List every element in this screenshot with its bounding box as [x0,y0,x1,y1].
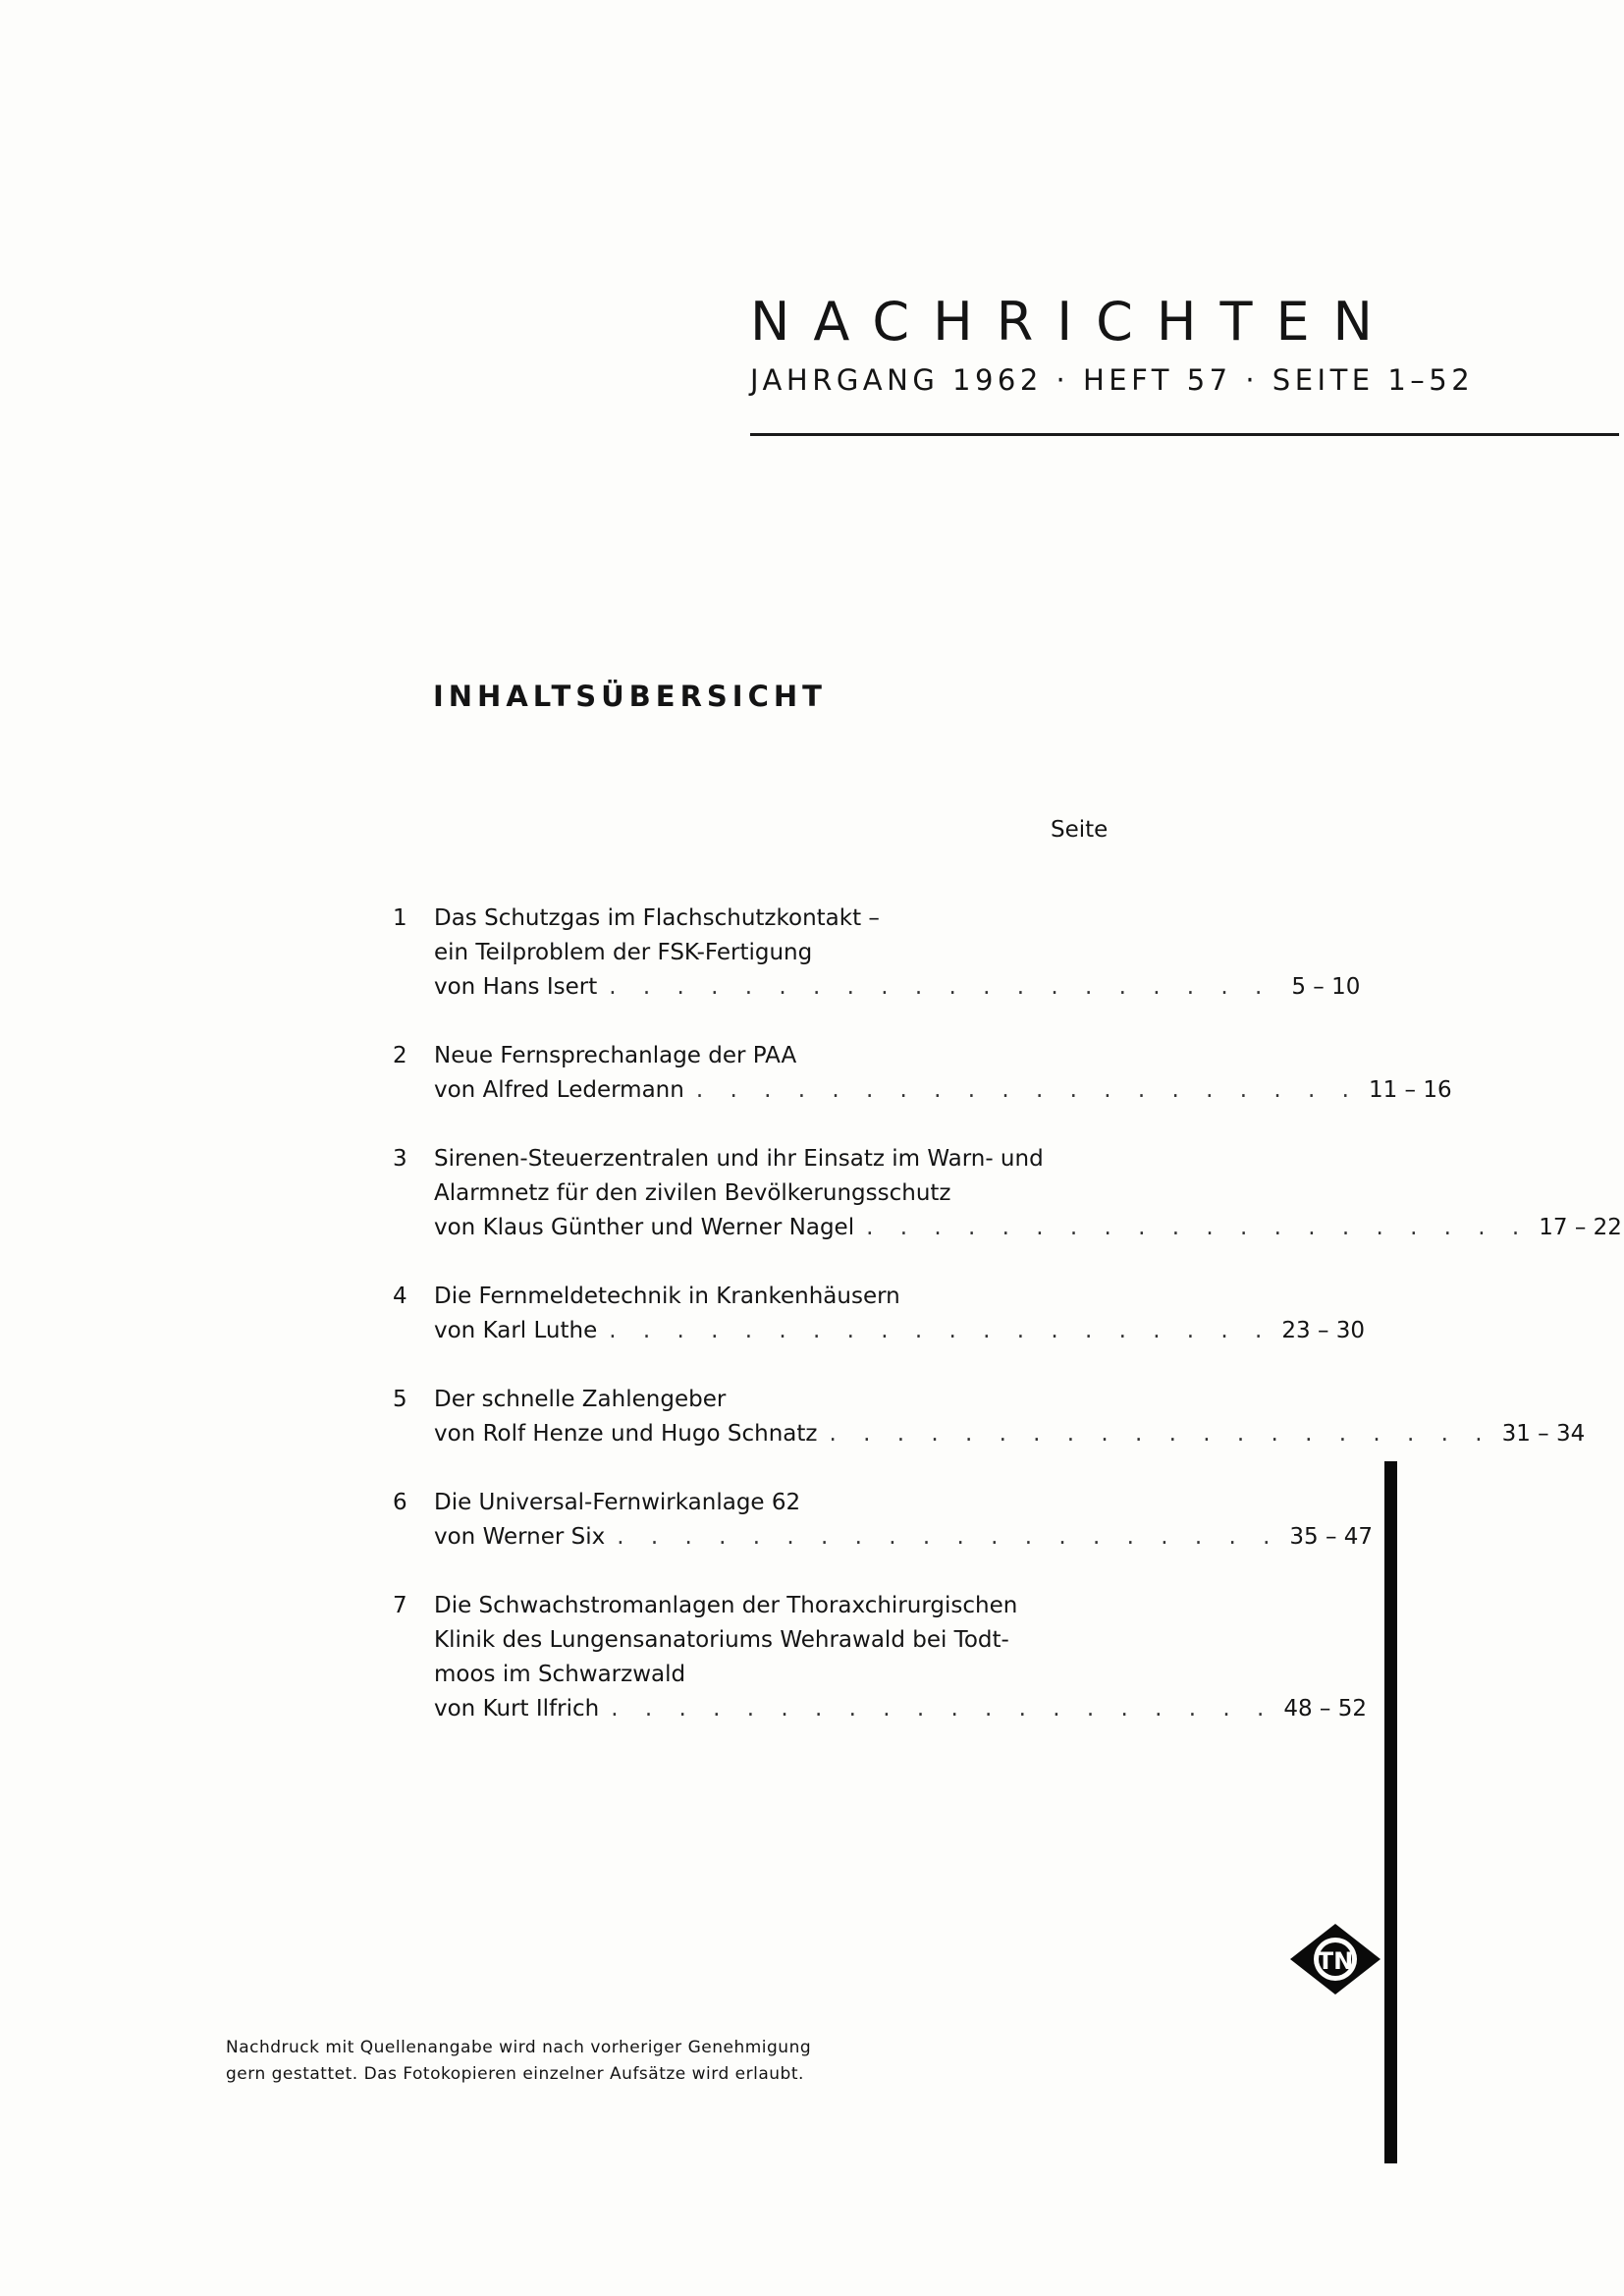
toc-entry-title-line: Die Fernmeldetechnik in Krankenhäusern [434,1284,900,1309]
logo-text: TN [1317,1947,1354,1975]
masthead-subtitle: JAHRGANG 1962 · HEFT 57 · SEITE 1–52 [750,363,1475,397]
toc-entry-pages: 17 – 22 [1539,1215,1622,1240]
dot-leader: . . . . . . . . . . . . . . . . . . . . [866,1215,1530,1240]
toc-entry[interactable] [393,1280,1366,1348]
toc-entry-title-line: Neue Fernsprechanlage der PAA [434,1043,797,1068]
toc-entry-number: 6 [393,1490,407,1515]
dot-leader: . . . . . . . . . . . . . . . . . . . . [609,974,1272,1000]
toc-entry-pages: 35 – 47 [1289,1524,1374,1550]
dot-leader: . . . . . . . . . . . . . . . . . . . . [617,1524,1280,1550]
toc-entry-pages: 31 – 34 [1501,1421,1586,1447]
toc-entry-author: von Werner Six [434,1524,606,1550]
toc-heading: INHALTSÜBERSICHT [433,680,827,713]
toc-entry-pages: 23 – 30 [1281,1318,1366,1343]
toc-entry-number: 1 [393,905,407,931]
toc-entry-pages: 48 – 52 [1283,1696,1368,1722]
toc-entry-pages: 11 – 16 [1368,1077,1452,1103]
toc-entry-author: von Alfred Ledermann [434,1077,684,1103]
dot-leader: . . . . . . . . . . . . . . . . . . . . [609,1318,1272,1343]
toc-entry-title-line: Alarmnetz für den zivilen Bevölkerungsschutz [434,1180,951,1206]
tn-diamond-logo-icon [1286,1920,1384,1998]
dot-leader: . . . . . . . . . . . . . . . . . . . . [611,1696,1274,1722]
toc-entry-title-line: Klinik des Lungensanatoriums Wehrawald bei Todt- [434,1627,1009,1653]
table-of-contents [393,902,1622,1761]
masthead-title: NACHRICHTEN [750,291,1396,353]
toc-entry-author: von Karl Luthe [434,1318,598,1343]
dot-leader: . . . . . . . . . . . . . . . . . . . . [695,1077,1359,1103]
toc-entry-number: 2 [393,1043,407,1068]
toc-entry-author: von Rolf Henze und Hugo Schnatz [434,1421,818,1447]
page-column-label: Seite [1051,817,1109,843]
toc-entry-title-line: Die Schwachstromanlagen der Thoraxchirurgischen [434,1593,1018,1618]
toc-entry[interactable] [393,1589,1368,1726]
toc-entry-number: 5 [393,1387,407,1412]
toc-entry-title-line: Das Schutzgas im Flachschutzkontakt – [434,905,880,931]
toc-entry-number: 3 [393,1146,407,1172]
reprint-notice [226,2035,811,2088]
toc-entry[interactable] [393,1486,1374,1555]
toc-entry-title-line: Sirenen-Steuerzentralen und ihr Einsatz im Warn- und [434,1146,1044,1172]
toc-entry-author: von Hans Isert [434,974,598,1000]
dot-leader: . . . . . . . . . . . . . . . . . . . . [829,1421,1492,1447]
toc-entry[interactable] [393,1383,1586,1451]
toc-entry-number: 4 [393,1284,407,1309]
toc-entry-title-line: ein Teilproblem der FSK-Fertigung [434,940,813,965]
toc-entry[interactable] [393,902,1361,1005]
toc-entry-pages: 5 – 10 [1291,974,1361,1000]
toc-entry-author: von Klaus Günther und Werner Nagel [434,1215,855,1240]
toc-entry-title-line: Die Universal-Fernwirkanlage 62 [434,1490,801,1515]
toc-entry-title-line: moos im Schwarzwald [434,1662,686,1687]
toc-entry-author: von Kurt Ilfrich [434,1696,600,1722]
toc-entry-number: 7 [393,1593,407,1618]
masthead-rule [750,433,1619,436]
reprint-notice-line: gern gestattet. Das Fotokopieren einzelner Aufsätze wird erlaubt. [226,2064,804,2084]
vertical-black-bar [1384,1461,1397,2163]
toc-entry[interactable] [393,1142,1622,1245]
toc-entry-title-line: Der schnelle Zahlengeber [434,1387,727,1412]
reprint-notice-line: Nachdruck mit Quellenangabe wird nach vorheriger Genehmigung [226,2038,812,2057]
toc-entry[interactable] [393,1039,1452,1108]
